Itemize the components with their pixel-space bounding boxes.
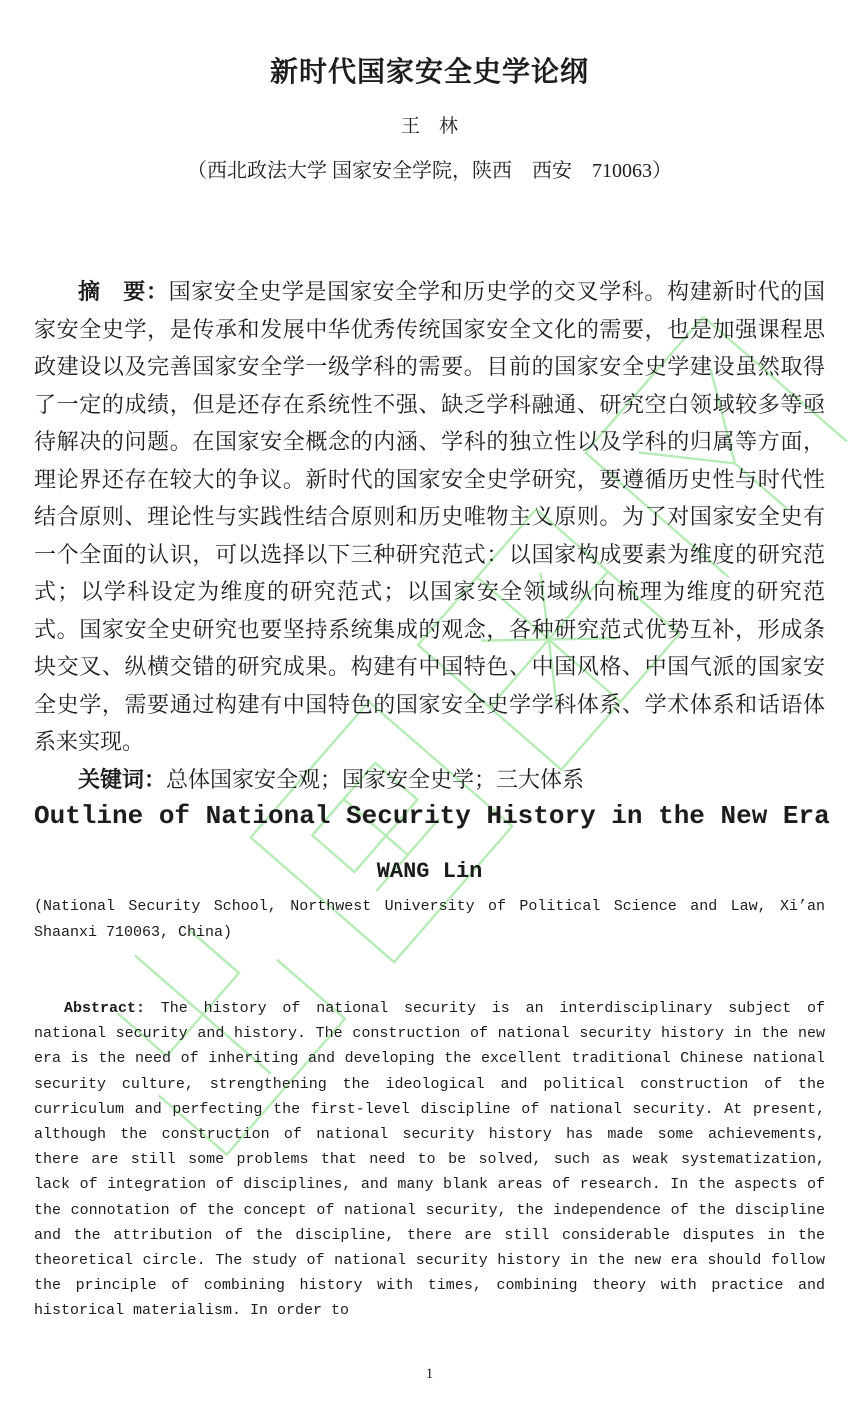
page-number: 1 bbox=[425, 1366, 434, 1382]
keywords-zh bbox=[34, 761, 825, 799]
affiliation-zh: （西北政法大学 国家安全学院，陕西 西安 710063） bbox=[187, 160, 672, 182]
paper-title-zh: 新时代国家安全史学论纲 bbox=[269, 56, 589, 87]
keywords-body: 总体国家安全观；国家安全史学；三大体系 bbox=[166, 766, 585, 792]
affiliation-en: (National Security School, Northwest University of Political Science and Law, Xi’an Shaanxi 710063, China) bbox=[34, 898, 825, 941]
abstract-zh-label: 摘 要： bbox=[78, 279, 169, 304]
abstract-en-label: Abstract: bbox=[64, 1000, 146, 1017]
paper-title-en: Outline of National Security History in the New Era bbox=[34, 801, 830, 831]
author-en: WANG Lin bbox=[376, 859, 483, 884]
keywords-label: 关键词： bbox=[78, 766, 167, 792]
abstract-en-body: The history of national security is an interdisciplinary subject of national security and history. The construction of national security history in the new era is the need of inheriting and developing the excellent traditional Chinese national security culture, strengthening the ideological and political construction of the curriculum and perfecting the first-level discipline of national security. At present, although the construction of national security history has made some achievements, there are still some problems that need to be solved, such as weak systematization, lack of integration of disciplines, and many blank areas of research. In the aspects of the connotation of the concept of national security, the independence of the discipline and the attribution of the discipline, there are still considerable disputes in the theoretical circle. The study of national security history in the new era should follow the principle of combining history with times, combining theory with practice and historical materialism. In order to bbox=[34, 1000, 825, 1320]
abstract-zh-body: 国家安全史学是国家安全学和历史学的交叉学科。构建新时代的国家安全史学，是传承和发展中华优秀传统国家安全文化的需要，也是加强课程思政建设以及完善国家安全学一级学科的需要。目前的国家安全史学建设虽然取得了一定的成绩，但是还存在系统性不强、缺乏学科融通、研究空白领域较多等亟待解决的问题。在国家安全概念的内涵、学科的独立性以及学科的归属等方面，理论界还存在较大的争议。新时代的国家安全史学研究，要遵循历史性与时代性结合原则、理论性与实践性结合原则和历史唯物主义原则。为了对国家安全史有一个全面的认识，可以选择以下三种研究范式：以国家构成要素为维度的研究范式；以学科设定为维度的研究范式；以国家安全领域纵向梳理为维度的研究范式。国家安全史研究也要坚持系统集成的观念，各种研究范式优势互补，形成条块交叉、纵横交错的研究成果。构建有中国特色、中国风格、中国气派的国家安全史学，需要通过构建有中国特色的国家安全史学学科体系、学术体系和话语体系来实现。 bbox=[34, 279, 825, 754]
abstract-zh bbox=[34, 273, 825, 761]
abstract-en bbox=[34, 996, 825, 1324]
author-zh: 王 林 bbox=[400, 116, 458, 137]
